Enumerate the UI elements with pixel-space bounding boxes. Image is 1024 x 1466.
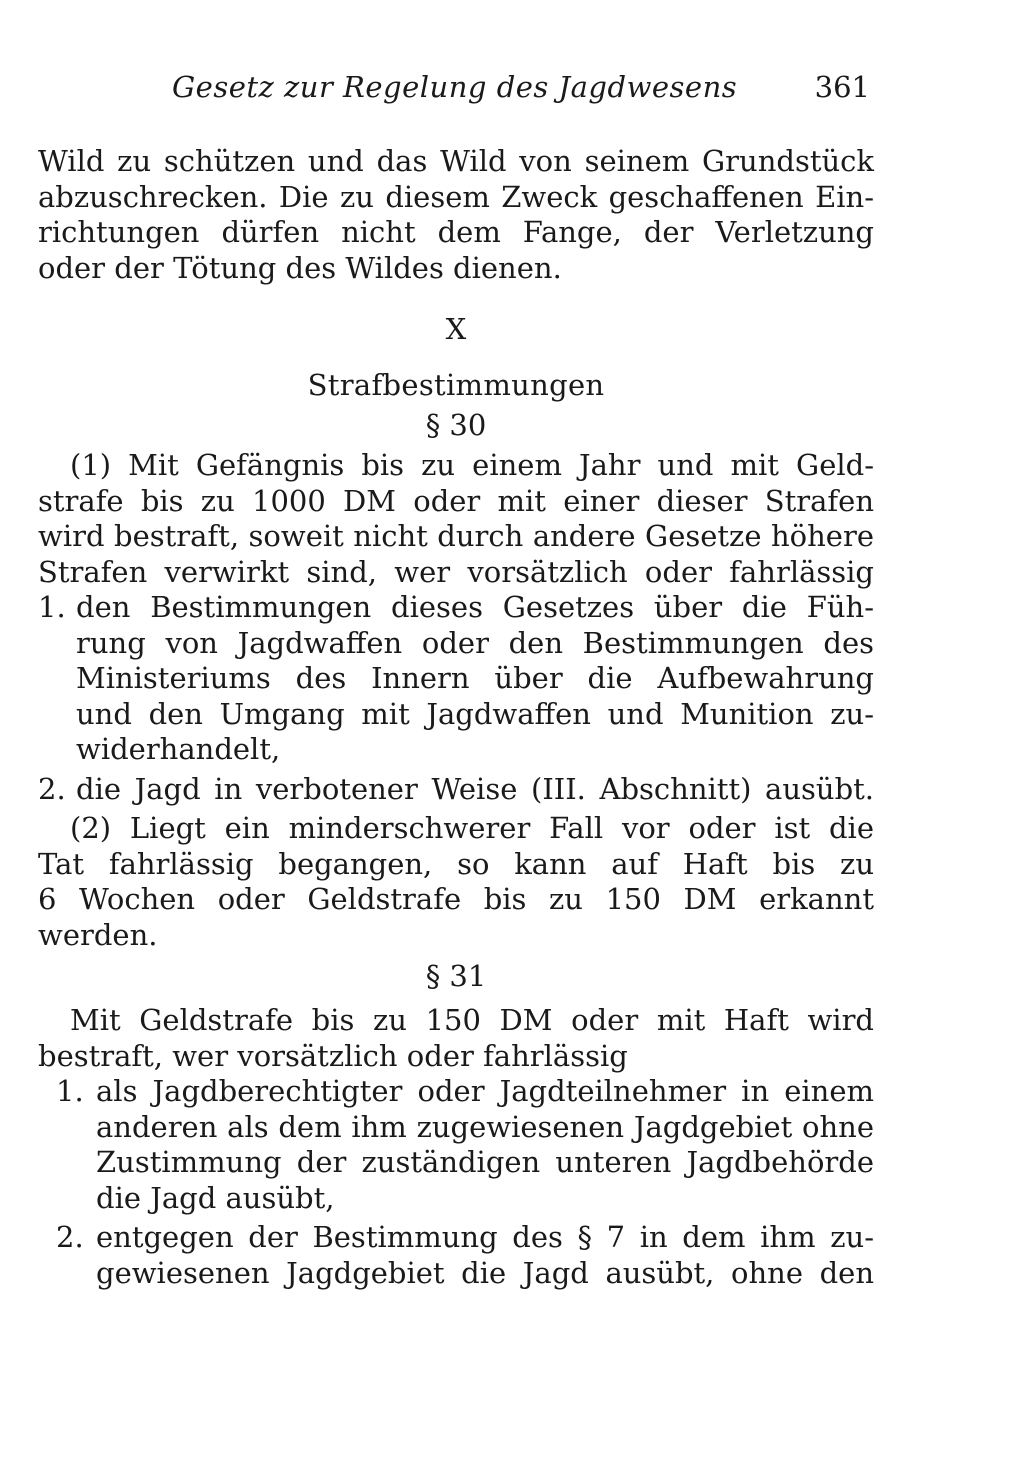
list-number: 2. [56, 1220, 84, 1254]
running-header [38, 70, 874, 118]
text-line: abzuschrecken. Die zu diesem Zweck geschaffenen Ein- [38, 179, 874, 214]
text-line: Zustimmung der zuständigen unteren Jagdbehörde [96, 1145, 874, 1179]
section-number: X [445, 312, 467, 346]
p30-absatz-2 [38, 811, 874, 953]
text-line: strafe bis zu 1000 DM oder mit einer dieser Strafen [38, 483, 874, 518]
text-line: 6 Wochen oder Geldstrafe bis zu 150 DM erkannt [38, 882, 874, 916]
text-line: die Jagd in verbotener Weise (III. Abschnitt) ausübt. [76, 771, 874, 806]
text-line: rung von Jagdwaffen oder den Bestimmungen des [76, 625, 874, 660]
text-line: Strafen verwirkt sind, wer vorsätzlich oder fahrlässig [38, 554, 874, 589]
intro-paragraph [38, 144, 874, 286]
text-line: Mit Geldstrafe bis zu 150 DM oder mit Haft wird [70, 1003, 874, 1037]
section-title: Strafbestimmungen [307, 368, 605, 402]
p30-absatz-1 [38, 448, 874, 590]
page-number: 361 [814, 70, 870, 104]
text-line: widerhandelt, [76, 732, 281, 766]
text-line: Ministeriums des Innern über die Aufbewahrung [76, 661, 874, 695]
text-line: als Jagdberechtigter oder Jagdteilnehmer in einem [96, 1074, 874, 1108]
text-line: (1) Mit Gefängnis bis zu einem Jahr und mit Geld- [70, 448, 874, 482]
text-line: Tat fahrlässig begangen, so kann auf Haft bis zu [38, 846, 874, 881]
paragraph-heading-31: § 31 [425, 959, 487, 993]
list-number: 2. [38, 771, 66, 806]
text-line: (2) Liegt ein minderschwerer Fall vor oder ist die [70, 811, 874, 845]
text-line: bestraft, wer vorsätzlich oder fahrlässig [38, 1038, 628, 1073]
text-line: und den Umgang mit Jagdwaffen und Munition zu- [76, 696, 874, 731]
text-line: richtungen dürfen nicht dem Fange, der Verletzung [38, 215, 874, 249]
p31-list-item-2 [38, 1220, 874, 1291]
text-line: wird bestraft, soweit nicht durch andere Gesetze höhere [38, 519, 874, 553]
text-line: anderen als dem ihm zugewiesenen Jagdgebiet ohne [96, 1109, 874, 1144]
text-line: Wild zu schützen und das Wild von seinem Grundstück [38, 144, 874, 178]
text-line: die Jagd ausübt, [96, 1180, 335, 1215]
text-line: den Bestimmungen dieses Gesetzes über die Füh- [76, 590, 874, 624]
text-line: gewiesenen Jagdgebiet die Jagd ausübt, ohne den [96, 1255, 874, 1290]
document-page [38, 70, 874, 1291]
paragraph-heading-30: § 30 [425, 408, 487, 442]
text-line: oder der Tötung des Wildes dienen. [38, 250, 562, 285]
p31-intro [38, 1003, 874, 1074]
list-number: 1. [56, 1074, 84, 1108]
p30-list-item-1 [38, 590, 874, 768]
p31-list-item-1 [38, 1074, 874, 1216]
running-title: Gesetz zur Regelung des Jagdwesens [172, 70, 738, 104]
text-line: entgegen der Bestimmung des § 7 in dem ihm zu- [96, 1220, 874, 1254]
text-line: werden. [38, 917, 158, 952]
list-number: 1. [38, 590, 66, 624]
p30-list-item-2 [38, 772, 874, 808]
